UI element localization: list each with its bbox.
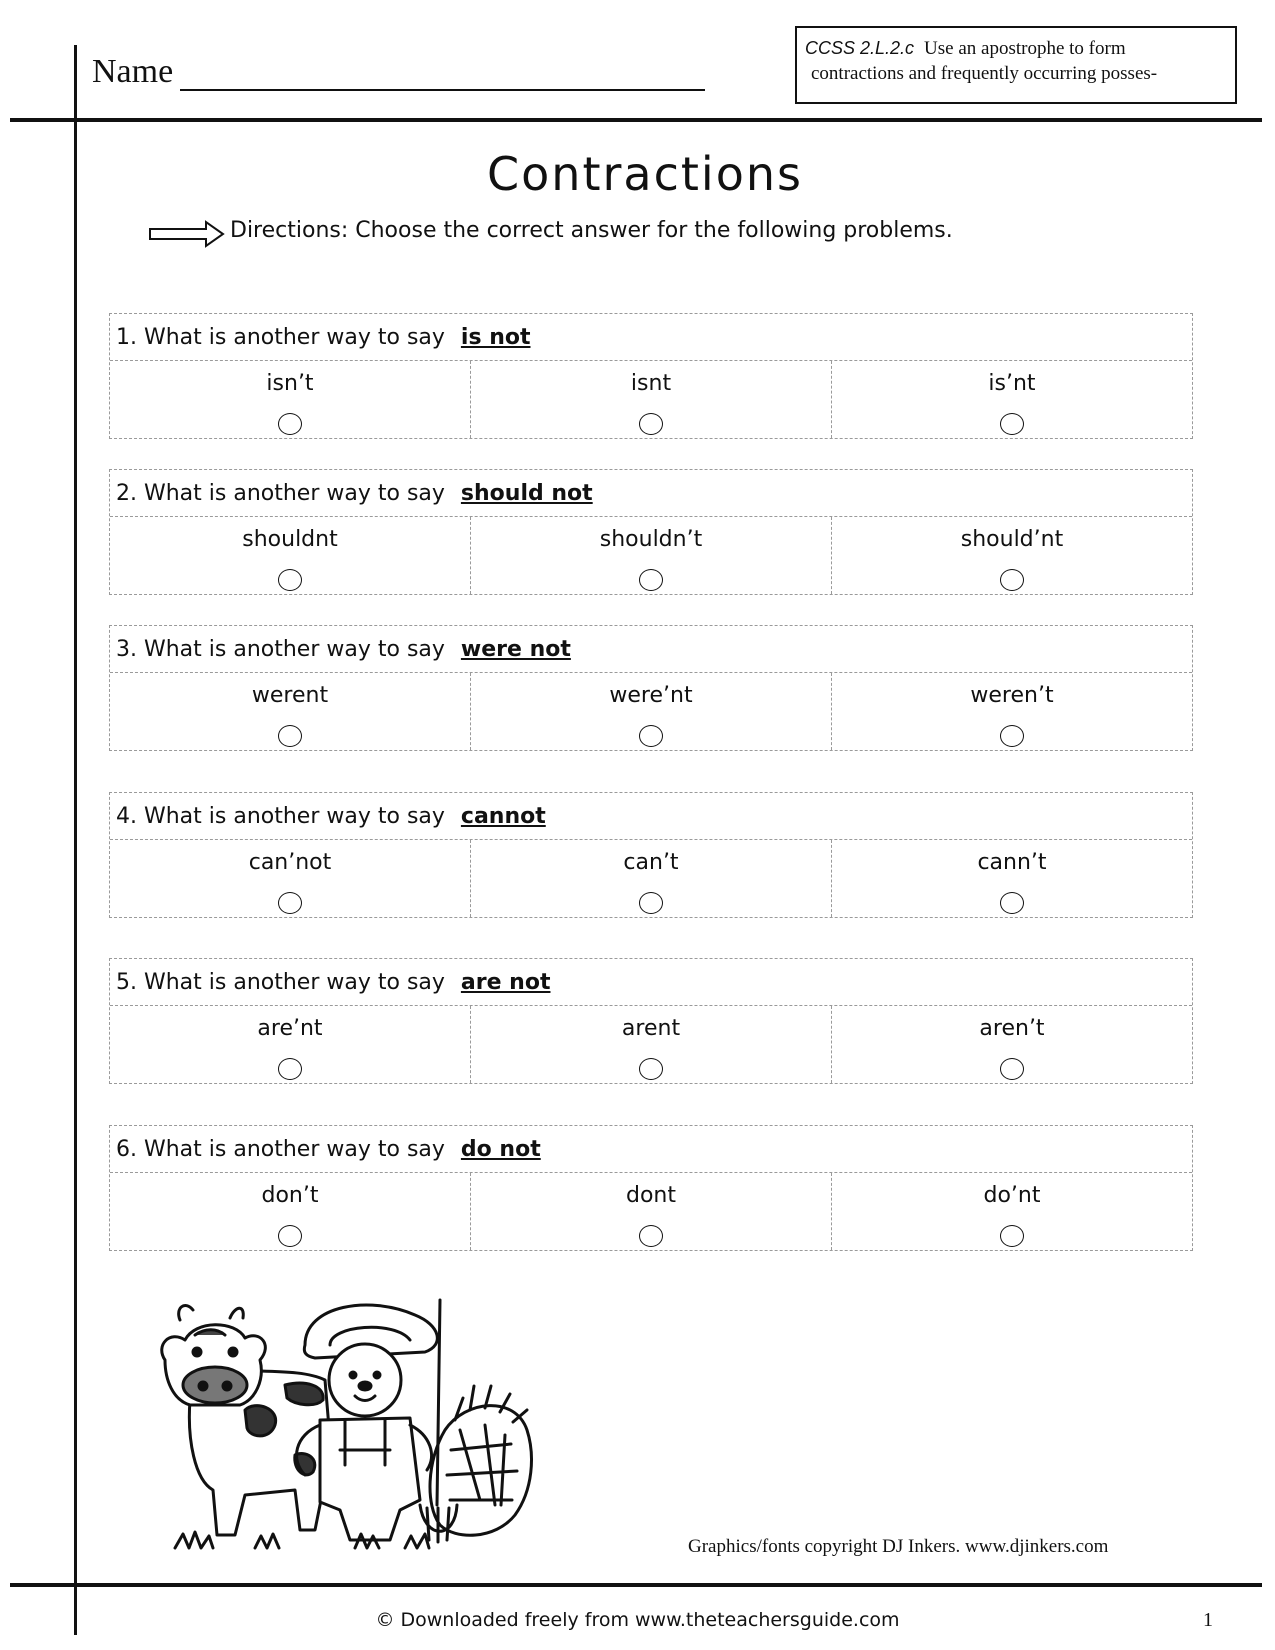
standard-text-line-2: contractions and frequently occurring posses-: [811, 63, 1158, 84]
question-3: [109, 625, 1193, 751]
option-label: shouldn’t: [599, 527, 703, 552]
question-prompt: [116, 480, 593, 508]
option-label: isn’t: [266, 371, 314, 396]
question-prompt: [116, 969, 550, 997]
radio-circle[interactable]: [278, 569, 302, 591]
question-text: 4. What is another way to say: [116, 804, 445, 829]
option-label: weren’t: [970, 683, 1054, 708]
question-header: [110, 470, 1192, 517]
farmer-cow-clipart: [155, 1290, 535, 1560]
answer-option[interactable]: [831, 840, 1192, 917]
option-label: arent: [621, 1016, 681, 1041]
question-1: [109, 313, 1193, 439]
question-text: 2. What is another way to say: [116, 481, 445, 506]
option-label: are’nt: [257, 1016, 323, 1041]
question-prompt: [116, 636, 571, 664]
answer-option[interactable]: [831, 361, 1192, 438]
page-number: 1: [1203, 1609, 1213, 1631]
standard-text-line-1: Use an apostrophe to form: [924, 38, 1126, 59]
radio-circle[interactable]: [639, 892, 663, 914]
standard-box: [795, 26, 1237, 104]
radio-circle[interactable]: [278, 1225, 302, 1247]
radio-circle[interactable]: [1000, 1058, 1024, 1080]
answer-option[interactable]: [831, 673, 1192, 750]
question-text: 3. What is another way to say: [116, 637, 445, 662]
answer-option[interactable]: [110, 840, 470, 917]
target-phrase: are not: [460, 970, 551, 995]
margin-line: [74, 45, 77, 1635]
question-header: [110, 314, 1192, 361]
radio-circle[interactable]: [639, 569, 663, 591]
question-5: [109, 958, 1193, 1084]
answer-option[interactable]: [110, 517, 470, 594]
radio-circle[interactable]: [1000, 725, 1024, 747]
question-header: [110, 1126, 1192, 1173]
target-phrase: should not: [460, 481, 593, 506]
footer-rule: [10, 1583, 1262, 1587]
answer-option[interactable]: [470, 517, 831, 594]
name-label: Name: [92, 53, 174, 90]
option-label: do’nt: [983, 1183, 1041, 1208]
answer-options: [110, 840, 1192, 917]
question-text: 5. What is another way to say: [116, 970, 445, 995]
option-label: isnt: [630, 371, 672, 396]
option-label: can’not: [248, 850, 332, 875]
answer-options: [110, 517, 1192, 594]
question-header: [110, 626, 1192, 673]
option-label: shouldnt: [242, 527, 338, 552]
question-header: [110, 959, 1192, 1006]
answer-option[interactable]: [831, 1006, 1192, 1083]
header-rule: [10, 118, 1262, 122]
option-label: were’nt: [609, 683, 693, 708]
question-prompt: [116, 803, 546, 831]
answer-option[interactable]: [470, 840, 831, 917]
radio-circle[interactable]: [1000, 413, 1024, 435]
source-footer: © Downloaded freely from www.theteachersguide.com: [375, 1609, 900, 1631]
radio-circle[interactable]: [639, 413, 663, 435]
answer-options: [110, 673, 1192, 750]
standard-code: CCSS 2.L.2.c: [805, 38, 915, 58]
option-label: don’t: [261, 1183, 319, 1208]
target-phrase: do not: [460, 1137, 541, 1162]
radio-circle[interactable]: [1000, 569, 1024, 591]
directions-text: Directions: Choose the correct answer for the following problems.: [230, 218, 953, 243]
radio-circle[interactable]: [639, 725, 663, 747]
copyright-text: Graphics/fonts copyright DJ Inkers. www.djinkers.com: [688, 1536, 1109, 1557]
answer-option[interactable]: [110, 1173, 470, 1250]
radio-circle[interactable]: [1000, 892, 1024, 914]
answer-option[interactable]: [470, 361, 831, 438]
radio-circle[interactable]: [639, 1225, 663, 1247]
radio-circle[interactable]: [278, 1058, 302, 1080]
option-label: werent: [251, 683, 329, 708]
answer-option[interactable]: [110, 673, 470, 750]
page-title: Contractions: [487, 147, 803, 201]
answer-option[interactable]: [110, 1006, 470, 1083]
target-phrase: were not: [460, 637, 571, 662]
answer-options: [110, 1173, 1192, 1250]
answer-option[interactable]: [470, 673, 831, 750]
answer-option[interactable]: [831, 1173, 1192, 1250]
radio-circle[interactable]: [278, 413, 302, 435]
question-prompt: [116, 1136, 541, 1164]
answer-option[interactable]: [831, 517, 1192, 594]
option-label: is’nt: [988, 371, 1036, 396]
radio-circle[interactable]: [278, 725, 302, 747]
answer-option[interactable]: [470, 1006, 831, 1083]
radio-circle[interactable]: [639, 1058, 663, 1080]
question-text: 1. What is another way to say: [116, 325, 445, 350]
answer-options: [110, 361, 1192, 438]
name-blank-line[interactable]: [180, 89, 705, 91]
target-phrase: is not: [460, 325, 531, 350]
radio-circle[interactable]: [278, 892, 302, 914]
option-label: should’nt: [960, 527, 1064, 552]
option-label: cann’t: [977, 850, 1047, 875]
question-prompt: [116, 324, 531, 352]
target-phrase: cannot: [460, 804, 546, 829]
option-label: aren’t: [979, 1016, 1045, 1041]
answer-option[interactable]: [470, 1173, 831, 1250]
right-arrow-icon: [148, 220, 226, 248]
answer-options: [110, 1006, 1192, 1083]
question-text: 6. What is another way to say: [116, 1137, 445, 1162]
question-4: [109, 792, 1193, 918]
radio-circle[interactable]: [1000, 1225, 1024, 1247]
option-label: can’t: [623, 850, 679, 875]
option-label: dont: [626, 1183, 676, 1208]
question-6: [109, 1125, 1193, 1251]
question-2: [109, 469, 1193, 595]
question-header: [110, 793, 1192, 840]
answer-option[interactable]: [110, 361, 470, 438]
